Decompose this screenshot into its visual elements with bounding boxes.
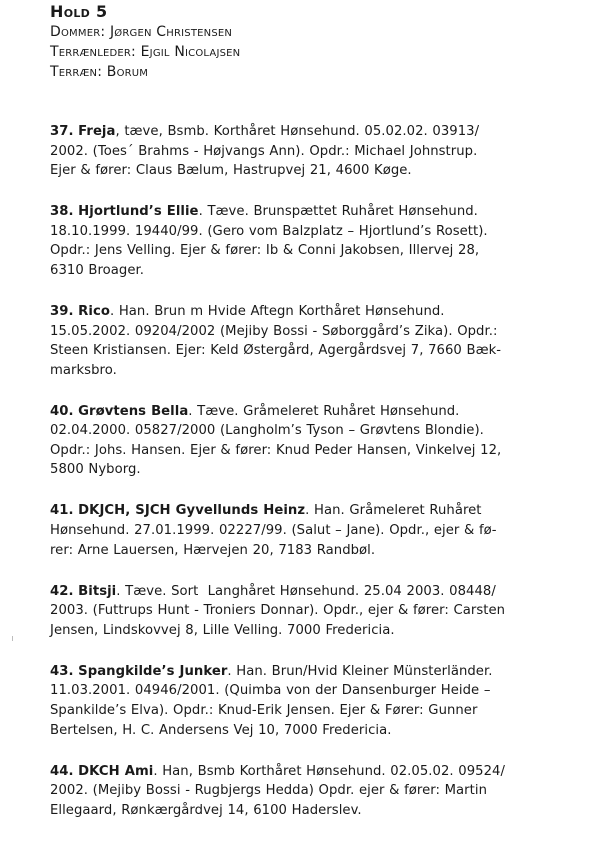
entry-line: Hønsehund. 27.01.1999. 02227/99. (Salut – Jane). Opdr., ejer & fø- [50, 523, 497, 539]
judge-line [50, 22, 570, 42]
entry-line: 02.04.2000. 05827/2000 (Langholm’s Tyson – Grøvtens Blondie). [50, 423, 484, 439]
entry-line: Ellegaard, Rønkærgårdvej 14, 6100 Haderslev. [50, 802, 362, 818]
terrain-leader-label: Terrænleder: [50, 44, 141, 60]
entry-line [50, 202, 585, 222]
entry-line: 15.05.2002. 09204/2002 (Mejiby Bossi - Søborggård’s Zika). Opdr.: [50, 323, 498, 339]
entry-text: . Tæve. Gråmeleret Ruhåret Hønsehund. [188, 403, 460, 419]
entry-line: Steen Kristiansen. Ejer: Keld Østergård, Agergårdsvej 7, 7660 Bæk- [50, 343, 502, 359]
entry-line: marksbro. [50, 362, 117, 378]
entry-line: Spankilde’s Elva). Opdr.: Knud-Erik Jensen. Ejer & Fører: Gunner [50, 703, 478, 718]
entry-line [50, 302, 585, 322]
dog-entry-list [50, 122, 585, 842]
terrain-label: Terræn: [50, 64, 107, 80]
dog-entry-39 [50, 302, 585, 380]
entry-text: . Tæve. Brunspættet Ruhåret Hønsehund. [198, 204, 478, 220]
dog-name: Rico [78, 303, 110, 319]
entry-line [50, 662, 585, 682]
dog-entry-41 [50, 501, 585, 560]
entry-text: . Han, Bsmb Korthåret Hønsehund. 02.05.02. 09524/ [153, 763, 505, 779]
entry-number: 44. [50, 763, 74, 779]
entry-line [50, 501, 585, 521]
entry-line: Opdr.: Johs. Hansen. Ejer & fører: Knud Peder Hansen, Vinkelvej 12, [50, 442, 502, 458]
dog-entry-43 [50, 662, 585, 740]
entry-number: 42. [50, 583, 74, 599]
margin-mark [12, 636, 13, 641]
terrain-line [50, 62, 570, 82]
terrain-leader-value: Ejgil Nicolajsen [140, 44, 241, 60]
entry-number: 37. [50, 124, 74, 139]
entry-line: 2002. (Mejiby Bossi - Rugbjergs Hedda) Opdr. ejer & fører: Martin [50, 783, 487, 799]
dog-name: Grøvtens Bella [78, 403, 189, 419]
entry-line: Ejer & fører: Claus Bælum, Hastrupvej 21, 4600 Køge. [50, 163, 412, 179]
judge-value: Jørgen Christensen [109, 24, 233, 40]
dog-name: Bitsji [78, 583, 117, 599]
dog-name: Freja [78, 124, 116, 139]
dog-name: DKJCH, SJCH Gyvellunds Heinz [78, 503, 306, 519]
entry-number: 41. [50, 503, 74, 519]
entry-text: . Han. Gråmeleret Ruhåret [305, 503, 482, 519]
terrain-value: Borum [106, 64, 149, 80]
entry-line [50, 122, 585, 142]
entry-line: 2003. (Futtrups Hunt - Troniers Donnar). Opdr., ejer & fører: Carsten [50, 603, 506, 619]
entry-line: Opdr.: Jens Velling. Ejer & fører: Ib & Conni Jakobsen, Illervej 28, [50, 243, 480, 259]
entry-number: 39. [50, 303, 74, 319]
entry-line: 5800 Nyborg. [50, 462, 141, 478]
entry-text: . Han. Brun/Hvid Kleiner Münsterländer. [227, 663, 493, 679]
dog-entry-38 [50, 202, 585, 280]
hold-title: Hold 5 [50, 2, 108, 21]
terrain-leader-line [50, 42, 570, 62]
dog-entry-40 [50, 402, 585, 480]
entry-line: 2002. (Toes´ Brahms - Højvangs Ann). Opdr.: Michael Johnstrup. [50, 143, 478, 159]
dog-name: Hjortlund’s Ellie [78, 204, 199, 220]
entry-line [50, 402, 585, 422]
entry-text: . Tæve. Sort Langhåret Hønsehund. 25.04 2003. 08448/ [116, 583, 496, 599]
entry-line: rer: Arne Lauersen, Hærvejen 20, 7183 Randbøl. [50, 542, 376, 558]
judge-label: Dommer: [50, 24, 110, 40]
entry-line: Jensen, Lindskovvej 8, Lille Velling. 7000 Fredericia. [50, 622, 395, 638]
dog-entry-42 [50, 582, 585, 641]
entry-number: 38. [50, 204, 74, 220]
entry-line [50, 762, 585, 782]
entry-line: 18.10.1999. 19440/99. (Gero vom Balzplatz – Hjortlund’s Rosett). [50, 223, 488, 239]
entry-text: . Han. Brun m Hvide Aftegn Korthåret Hønsehund. [109, 303, 445, 319]
entry-line [50, 582, 585, 602]
dog-entry-37 [50, 122, 585, 181]
dog-name: Spangkilde’s Junker [78, 663, 228, 679]
entry-number: 43. [50, 663, 74, 679]
entry-line: 11.03.2001. 04946/2001. (Quimba von der Dansenburger Heide – [50, 683, 491, 699]
entry-text: , tæve, Bsmb. Korthåret Hønsehund. 05.02.02. 03913/ [115, 124, 480, 139]
entry-number: 40. [50, 403, 74, 419]
entry-line: 6310 Broager. [50, 262, 145, 278]
entry-line: Bertelsen, H. C. Andersens Vej 10, 7000 Fredericia. [50, 722, 392, 738]
dog-name: DKCH Ami [78, 763, 154, 779]
hold-header [50, 2, 570, 82]
dog-entry-44 [50, 762, 585, 821]
